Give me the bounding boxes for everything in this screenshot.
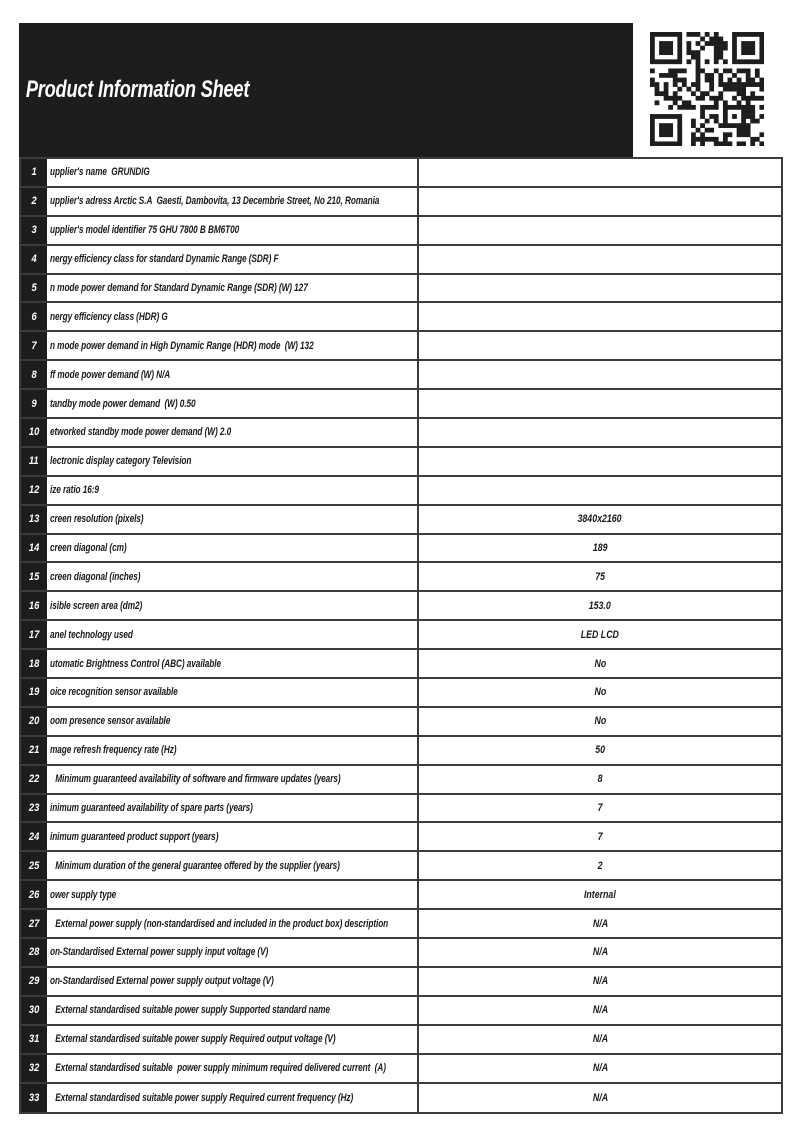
row-value-cell [419, 795, 781, 822]
table-row [21, 361, 781, 390]
row-number [21, 881, 47, 908]
row-number [21, 1026, 47, 1053]
row-label-cell [47, 159, 419, 186]
row-label-text: inimum guaranteed product support (years) [50, 830, 219, 843]
table-row [21, 419, 781, 448]
row-value-cell [419, 563, 781, 590]
row-label-cell [47, 275, 419, 302]
row-number-text: 19 [28, 686, 40, 699]
row-value-cell [419, 159, 781, 186]
table-row [21, 766, 781, 795]
row-number-text: 7 [31, 339, 37, 352]
row-value-text: No [594, 715, 606, 728]
row-value-cell [419, 650, 781, 677]
row-number-text: 12 [28, 484, 40, 497]
row-label-cell [47, 1026, 419, 1053]
row-number-text: 16 [28, 599, 40, 612]
row-label-cell [47, 592, 419, 619]
row-label-cell [47, 1055, 419, 1082]
row-number [21, 217, 47, 244]
table-row [21, 881, 781, 910]
row-label-text: oom presence sensor available [50, 715, 171, 728]
row-value-cell [419, 968, 781, 995]
table-row [21, 159, 781, 188]
table-row [21, 1055, 781, 1084]
table-row [21, 795, 781, 824]
row-value-cell [419, 448, 781, 475]
row-label-cell [47, 390, 419, 417]
table-row [21, 535, 781, 564]
row-label-text: nergy efficiency class (HDR) G [50, 310, 168, 323]
table-row [21, 737, 781, 766]
row-number-text: 33 [28, 1091, 40, 1104]
row-number-text: 28 [28, 946, 40, 959]
row-number-text: 27 [28, 917, 40, 930]
row-label-cell [47, 621, 419, 648]
row-number-text: 14 [28, 542, 40, 555]
row-value-text: No [594, 686, 606, 699]
row-number-text: 4 [31, 253, 37, 266]
table-row [21, 852, 781, 881]
table-row [21, 997, 781, 1026]
page-title: Product Information Sheet [25, 76, 250, 103]
row-number [21, 448, 47, 475]
row-label-text: ize ratio 16:9 [50, 484, 99, 497]
row-label-cell [47, 361, 419, 388]
row-number-text: 30 [28, 1004, 40, 1017]
qr-code-icon [650, 32, 764, 146]
row-label-text: on-Standardised External power supply input voltage (V) [50, 946, 269, 959]
row-value-text: 189 [592, 542, 608, 555]
row-label-cell [47, 708, 419, 735]
row-label-text: nergy efficiency class for standard Dynamic Range (SDR) F [50, 253, 279, 266]
row-number-text: 9 [31, 397, 37, 410]
row-value-cell [419, 506, 781, 533]
row-number [21, 795, 47, 822]
row-label-cell [47, 188, 419, 215]
row-label-cell [47, 217, 419, 244]
row-label-text: anel technology used [50, 628, 133, 641]
row-number [21, 332, 47, 359]
table-row [21, 217, 781, 246]
row-label-cell [47, 881, 419, 908]
row-number [21, 766, 47, 793]
table-row [21, 968, 781, 997]
row-label-text: External standardised suitable power supply Required output voltage (V) [55, 1033, 336, 1046]
table-row [21, 506, 781, 535]
row-number-text: 22 [28, 773, 40, 786]
row-value-cell [419, 910, 781, 937]
row-number [21, 506, 47, 533]
row-number [21, 997, 47, 1024]
row-number-text: 21 [28, 744, 40, 757]
row-number [21, 823, 47, 850]
table-row [21, 910, 781, 939]
row-value-text: N/A [592, 1062, 608, 1075]
row-label-text: creen diagonal (cm) [50, 542, 127, 555]
row-label-cell [47, 506, 419, 533]
row-number-text: 2 [31, 195, 37, 208]
row-value-cell [419, 881, 781, 908]
row-label-text: External standardised suitable power supply minimum required delivered current (A) [55, 1062, 386, 1075]
row-number [21, 592, 47, 619]
row-label-cell [47, 303, 419, 330]
row-number [21, 679, 47, 706]
row-number [21, 650, 47, 677]
row-label-cell [47, 1084, 419, 1113]
row-value-cell [419, 823, 781, 850]
row-label-cell [47, 852, 419, 879]
table-row [21, 275, 781, 304]
row-label-text: upplier's name GRUNDIG [50, 166, 150, 179]
row-number [21, 708, 47, 735]
row-label-text: upplier's adress Arctic S.A Gaesti, Dambovita, 13 Decembrie Street, No 210, Romania [50, 195, 380, 208]
row-label-cell [47, 910, 419, 937]
row-label-text: on-Standardised External power supply output voltage (V) [50, 975, 274, 988]
row-label-text: n mode power demand in High Dynamic Range (HDR) mode (W) 132 [50, 339, 314, 352]
row-value-cell [419, 679, 781, 706]
row-number-text: 17 [28, 628, 40, 641]
row-value-cell [419, 535, 781, 562]
row-number-text: 1 [31, 166, 37, 179]
row-number-text: 31 [28, 1033, 40, 1046]
row-number [21, 852, 47, 879]
row-label-text: creen resolution (pixels) [50, 513, 144, 526]
row-value-cell [419, 361, 781, 388]
row-label-text: ower supply type [50, 888, 117, 901]
row-number [21, 910, 47, 937]
row-label-cell [47, 419, 419, 446]
row-value-cell [419, 419, 781, 446]
row-value-cell [419, 852, 781, 879]
row-label-cell [47, 795, 419, 822]
row-label-text: External standardised suitable power supply Required current frequency (Hz) [55, 1091, 354, 1104]
row-value-text: 2 [597, 859, 603, 872]
row-value-text: 153.0 [588, 599, 612, 612]
row-value-text: N/A [592, 917, 608, 930]
row-label-cell [47, 477, 419, 504]
row-value-cell [419, 1026, 781, 1053]
row-number-text: 29 [28, 975, 40, 988]
row-label-text: Minimum guaranteed availability of software and firmware updates (years) [55, 773, 341, 786]
row-label-text: utomatic Brightness Control (ABC) available [50, 657, 221, 670]
row-value-cell [419, 188, 781, 215]
row-value-cell [419, 766, 781, 793]
row-label-text: n mode power demand for Standard Dynamic Range (SDR) (W) 127 [50, 282, 308, 294]
row-value-cell [419, 708, 781, 735]
row-number [21, 361, 47, 388]
row-value-cell [419, 1084, 781, 1113]
row-label-text: External power supply (non-standardised and included in the product box) description [55, 917, 389, 930]
table-row [21, 1026, 781, 1055]
row-value-cell [419, 303, 781, 330]
row-value-cell [419, 997, 781, 1024]
row-value-text: 50 [595, 744, 605, 757]
row-label-cell [47, 939, 419, 966]
row-number [21, 535, 47, 562]
row-label-text: creen diagonal (inches) [50, 570, 141, 583]
row-value-cell [419, 332, 781, 359]
row-value-cell [419, 477, 781, 504]
row-value-text: N/A [592, 975, 608, 988]
row-number [21, 737, 47, 764]
row-value-text: 8 [597, 773, 603, 786]
row-value-text: N/A [592, 1004, 608, 1017]
table-row [21, 650, 781, 679]
row-number-text: 10 [28, 426, 40, 439]
row-value-cell [419, 217, 781, 244]
row-label-text: ff mode power demand (W) N/A [50, 368, 171, 381]
row-number [21, 477, 47, 504]
row-label-text: Minimum duration of the general guarantee offered by the supplier (years) [55, 859, 340, 872]
row-number-text: 25 [28, 859, 40, 872]
row-value-text: 7 [597, 830, 603, 843]
row-number-text: 23 [28, 802, 40, 815]
table-row [21, 621, 781, 650]
row-value-text: 7 [597, 802, 603, 815]
header-band [19, 23, 633, 157]
row-number [21, 159, 47, 186]
row-number [21, 246, 47, 273]
row-number-text: 18 [28, 657, 40, 670]
row-number-text: 6 [31, 310, 37, 323]
table-row [21, 563, 781, 592]
row-number-text: 24 [28, 830, 40, 843]
row-label-cell [47, 737, 419, 764]
row-value-cell [419, 592, 781, 619]
row-number [21, 621, 47, 648]
table-row [21, 592, 781, 621]
table-row [21, 332, 781, 361]
row-number-text: 26 [28, 888, 40, 901]
table-row [21, 477, 781, 506]
row-value-text: No [594, 657, 606, 670]
row-label-cell [47, 332, 419, 359]
row-number [21, 275, 47, 302]
row-label-text: oice recognition sensor available [50, 686, 178, 699]
row-label-text: External standardised suitable power supply Supported standard name [55, 1004, 330, 1017]
row-value-cell [419, 1055, 781, 1082]
row-value-text: 3840x2160 [577, 513, 623, 526]
row-number [21, 563, 47, 590]
table-row [21, 823, 781, 852]
row-value-cell [419, 390, 781, 417]
row-number [21, 1055, 47, 1082]
row-number-text: 8 [31, 368, 37, 381]
row-label-cell [47, 650, 419, 677]
row-label-cell [47, 448, 419, 475]
row-value-text: LED LCD [580, 628, 620, 641]
row-number [21, 939, 47, 966]
row-label-cell [47, 968, 419, 995]
row-label-text: mage refresh frequency rate (Hz) [50, 744, 177, 757]
table-row [21, 448, 781, 477]
row-label-text: inimum guaranteed availability of spare parts (years) [50, 802, 253, 815]
row-value-cell [419, 275, 781, 302]
row-number [21, 968, 47, 995]
table-row [21, 303, 781, 332]
row-number-text: 11 [29, 455, 39, 468]
row-label-cell [47, 766, 419, 793]
row-label-cell [47, 679, 419, 706]
row-value-text: Internal [584, 888, 616, 901]
table-row [21, 246, 781, 275]
row-number [21, 419, 47, 446]
row-label-cell [47, 246, 419, 273]
row-value-text: N/A [592, 1033, 608, 1046]
row-number [21, 303, 47, 330]
row-label-text: upplier's model identifier 75 GHU 7800 B BM6T00 [50, 224, 240, 237]
row-label-cell [47, 997, 419, 1024]
row-number-text: 13 [28, 513, 40, 526]
row-value-cell [419, 737, 781, 764]
info-table [19, 157, 783, 1114]
row-value-text: N/A [592, 1091, 608, 1104]
row-value-cell [419, 621, 781, 648]
qr-panel [633, 23, 782, 157]
row-label-text: tandby mode power demand (W) 0.50 [50, 397, 196, 410]
row-label-text: lectronic display category Television [50, 455, 192, 468]
row-label-text: isible screen area (dm2) [50, 599, 143, 612]
table-row [21, 390, 781, 419]
row-number [21, 188, 47, 215]
table-row [21, 1084, 781, 1113]
row-label-cell [47, 823, 419, 850]
row-number-text: 32 [28, 1062, 40, 1075]
row-number-text: 20 [28, 715, 40, 728]
row-number-text: 5 [31, 282, 37, 294]
table-row [21, 188, 781, 217]
table-row [21, 708, 781, 737]
row-label-cell [47, 563, 419, 590]
table-row [21, 679, 781, 708]
row-value-cell [419, 939, 781, 966]
row-number [21, 390, 47, 417]
row-value-cell [419, 246, 781, 273]
row-number-text: 15 [28, 570, 40, 583]
table-row [21, 939, 781, 968]
row-value-text: N/A [592, 946, 608, 959]
row-label-text: etworked standby mode power demand (W) 2.0 [50, 426, 232, 439]
row-value-text: 75 [595, 570, 605, 583]
row-number [21, 1084, 47, 1113]
row-number-text: 3 [31, 224, 37, 237]
row-label-cell [47, 535, 419, 562]
